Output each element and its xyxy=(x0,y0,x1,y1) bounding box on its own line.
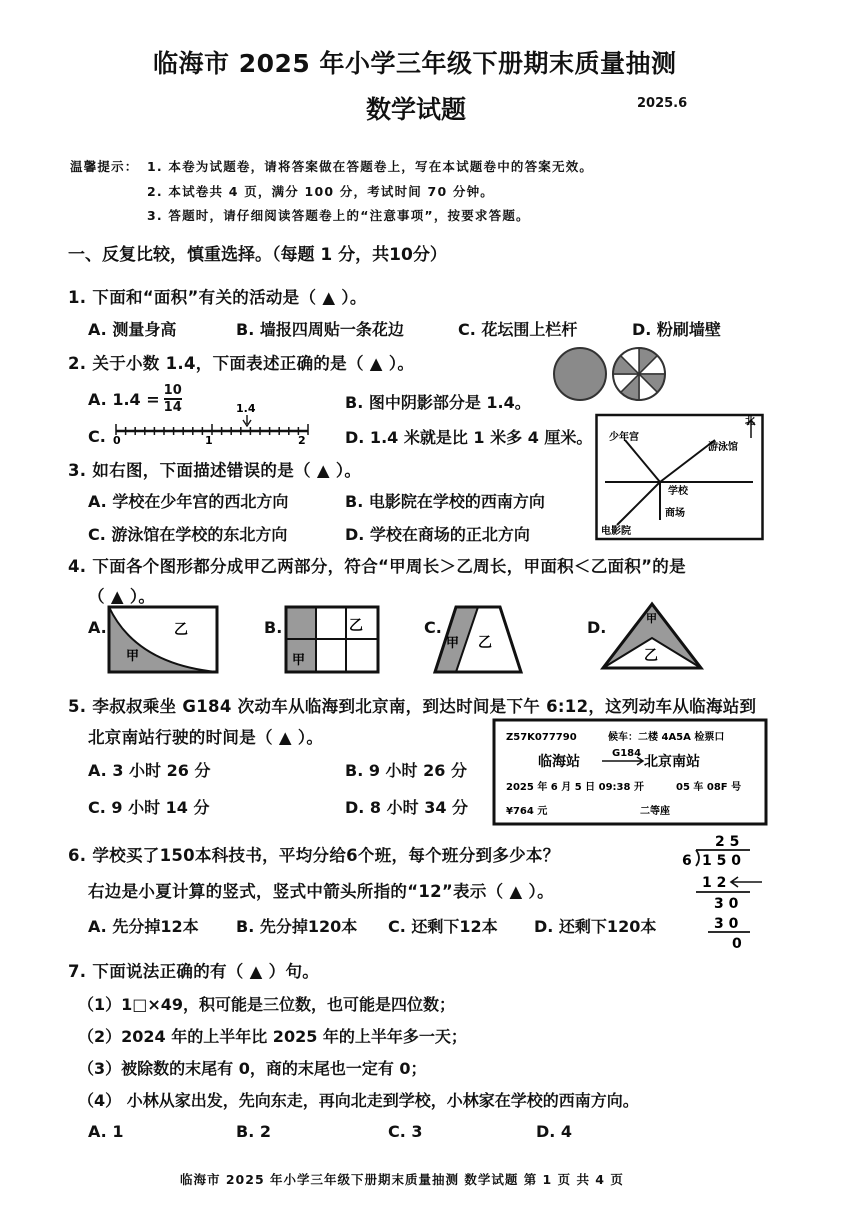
marker-arrow xyxy=(243,415,251,426)
label-jia: 甲 xyxy=(646,612,657,625)
q6-option-b: B. 先分掉120本 xyxy=(236,917,358,936)
q7-statement-2: （2）2024 年的上半年比 2025 年的上半年多一天； xyxy=(78,1027,467,1046)
question-5-stem: 5. 李叔叔乘坐 G184 次动车从临海到北京南，到达时间是下午 6:12，这列动车从临海站到 xyxy=(68,697,757,716)
q4-figure-c xyxy=(432,604,524,676)
fraction-denominator: 14 xyxy=(163,400,182,415)
question-2-stem: 2. 关于小数 1.4，下面表述正确的是（ ▲ ）。 xyxy=(68,354,415,373)
q2-option-a-prefix: A. 1.4 = xyxy=(88,389,160,409)
label-yi: 乙 xyxy=(644,648,658,664)
direction-map xyxy=(595,410,765,542)
tips-lead: 温馨提示： xyxy=(70,159,139,174)
division-remainder1: 3 0 xyxy=(714,896,739,912)
section-title: 一、反复比较，慎重选择。（每题 1 分，共10分） xyxy=(68,245,447,265)
q5-option-a: A. 3 小时 26 分 xyxy=(88,761,211,780)
question-7-stem: 7. 下面说法正确的有（ ▲ ）句。 xyxy=(68,962,320,981)
q4-label-b: B. xyxy=(264,618,283,637)
map-youth-palace: 少年宫 xyxy=(609,432,639,443)
division-quotient: 2 5 xyxy=(715,834,740,850)
q5-option-d: D. 8 小时 34 分 xyxy=(345,798,469,817)
q7-statement-4: （4） 小林从家出发，先向东走，再向北走到学校，小林家在学校的西南方向。 xyxy=(78,1091,639,1110)
label-jia: 甲 xyxy=(292,653,306,668)
tick-label-1: 1 xyxy=(205,434,213,446)
question-4-stem: 4. 下面各个图形都分成甲乙两部分，符合“甲周长＞乙周长，甲面积＜乙面积”的是 xyxy=(68,557,686,576)
map-cinema: 电影院 xyxy=(601,526,631,537)
ticket-time: 2025 年 6 月 5 日 09:38 开 xyxy=(506,782,644,793)
question-3-stem: 3. 如右图，下面描述错误的是（ ▲ ）。 xyxy=(68,461,362,480)
page-subtitle: 数学试题 xyxy=(366,95,467,124)
map-pool: 游泳馆 xyxy=(708,442,738,453)
q1-option-b: B. 墙报四周贴一条花边 xyxy=(236,320,404,339)
ticket-class: 二等座 xyxy=(640,806,670,817)
tick-label-2: 2 xyxy=(298,434,306,446)
q3-option-a: A. 学校在少年宫的西北方向 xyxy=(88,492,289,511)
ticket-price: ¥764 元 xyxy=(506,806,548,817)
q7-option-a: A. 1 xyxy=(88,1122,124,1141)
q1-option-c: C. 花坛围上栏杆 xyxy=(458,320,578,339)
q4-figure-a xyxy=(106,604,222,676)
question-6-stem: 6. 学校买了150本科技书，平均分给6个班，每个班分到多少本？ xyxy=(68,846,560,865)
q5-option-b: B. 9 小时 26 分 xyxy=(345,761,467,780)
q1-option-d: D. 粉刷墙壁 xyxy=(632,320,721,339)
ticket-serial: Z57K077790 xyxy=(506,732,577,743)
division-arrow xyxy=(731,877,762,887)
q3-option-d: D. 学校在商场的正北方向 xyxy=(345,525,530,544)
map-north: 北 xyxy=(745,416,755,427)
q6-option-d: D. 还剩下120本 xyxy=(534,917,657,936)
question-4-stem-end: （ ▲ ）。 xyxy=(88,587,156,606)
question-1-stem: 1. 下面和“面积”有关的活动是（ ▲ ）。 xyxy=(68,288,367,307)
q2-option-b: B. 图中阴影部分是 1.4。 xyxy=(345,393,531,412)
map-mall: 商场 xyxy=(665,508,685,519)
label-yi: 乙 xyxy=(478,635,492,651)
division-dividend: 1 5 0 xyxy=(702,853,741,869)
q4-label-d: D. xyxy=(587,618,607,637)
q7-option-b: B. 2 xyxy=(236,1122,271,1141)
page-footer: 临海市 2025 年小学三年级下册期末质量抽测 数学试题 第 1 页 共 4 页 xyxy=(180,1172,624,1187)
q1-option-a: A. 测量身高 xyxy=(88,320,177,339)
ticket-gate: 候车：二楼 4A5A 检票口 xyxy=(608,732,725,743)
ticket-to: 北京南站 xyxy=(644,754,700,770)
q7-statement-3: （3）被除数的末尾有 0，商的末尾也一定有 0； xyxy=(78,1059,427,1078)
tip-item: 2. 本试卷共 4 页，满分 100 分，考试时间 70 分钟。 xyxy=(147,184,494,199)
q4-figure-b xyxy=(283,604,383,676)
label-jia: 甲 xyxy=(126,649,140,664)
q2-option-d: D. 1.4 米就是比 1 米多 4 厘米。 xyxy=(345,428,593,447)
division-step1: 1 2 xyxy=(702,875,727,891)
division-step2: 3 0 xyxy=(714,916,739,932)
division-divisor: 6 xyxy=(682,853,692,869)
ticket-from: 临海站 xyxy=(538,754,580,770)
tip-item: 1. 本卷为试题卷，请将答案做在答题卷上，写在本试题卷中的答案无效。 xyxy=(147,159,594,174)
fraction-numerator: 10 xyxy=(163,383,182,398)
q3-option-c: C. 游泳馆在学校的东北方向 xyxy=(88,525,288,544)
division-remainder2: 0 xyxy=(732,936,742,952)
q2-option-c-prefix: C. xyxy=(88,427,106,446)
label-yi: 乙 xyxy=(349,618,363,634)
map-school: 学校 xyxy=(668,486,688,497)
q5-option-c: C. 9 小时 14 分 xyxy=(88,798,210,817)
q4-label-c: C. xyxy=(424,618,442,637)
number-line xyxy=(108,396,323,446)
tip-item: 3. 答题时，请仔细阅读答题卷上的“注意事项”，按要求答题。 xyxy=(147,208,530,223)
q6-option-c: C. 还剩下12本 xyxy=(388,917,498,936)
train-ticket xyxy=(492,718,768,826)
q4-figure-d xyxy=(600,600,706,672)
q7-statement-1: （1）1□×49，积可能是三位数，也可能是四位数； xyxy=(78,995,456,1014)
q7-option-c: C. 3 xyxy=(388,1122,423,1141)
label-jia: 甲 xyxy=(446,636,460,651)
marker-label: 1.4 xyxy=(236,402,256,415)
full-shaded-circle xyxy=(554,348,606,400)
q3-option-b: B. 电影院在学校的西南方向 xyxy=(345,492,545,511)
ticket-train: G184 xyxy=(612,748,642,759)
tick-label-0: 0 xyxy=(113,434,121,446)
label-yi: 乙 xyxy=(174,622,188,638)
q2-circles xyxy=(550,344,670,406)
q6-option-a: A. 先分掉12本 xyxy=(88,917,199,936)
ticket-seat: 05 车 08F 号 xyxy=(676,782,742,793)
q4-label-a: A. xyxy=(88,618,107,637)
question-5-stem-end: 北京南站行驶的时间是（ ▲ ）。 xyxy=(88,728,324,747)
long-division xyxy=(678,830,768,952)
exam-date: 2025.6 xyxy=(637,96,688,111)
q7-option-d: D. 4 xyxy=(536,1122,573,1141)
page-title: 临海市 2025 年小学三年级下册期末质量抽测 xyxy=(153,49,677,78)
question-6-stem-2: 右边是小夏计算的竖式，竖式中箭头所指的“12”表示（ ▲ ）。 xyxy=(88,882,554,901)
